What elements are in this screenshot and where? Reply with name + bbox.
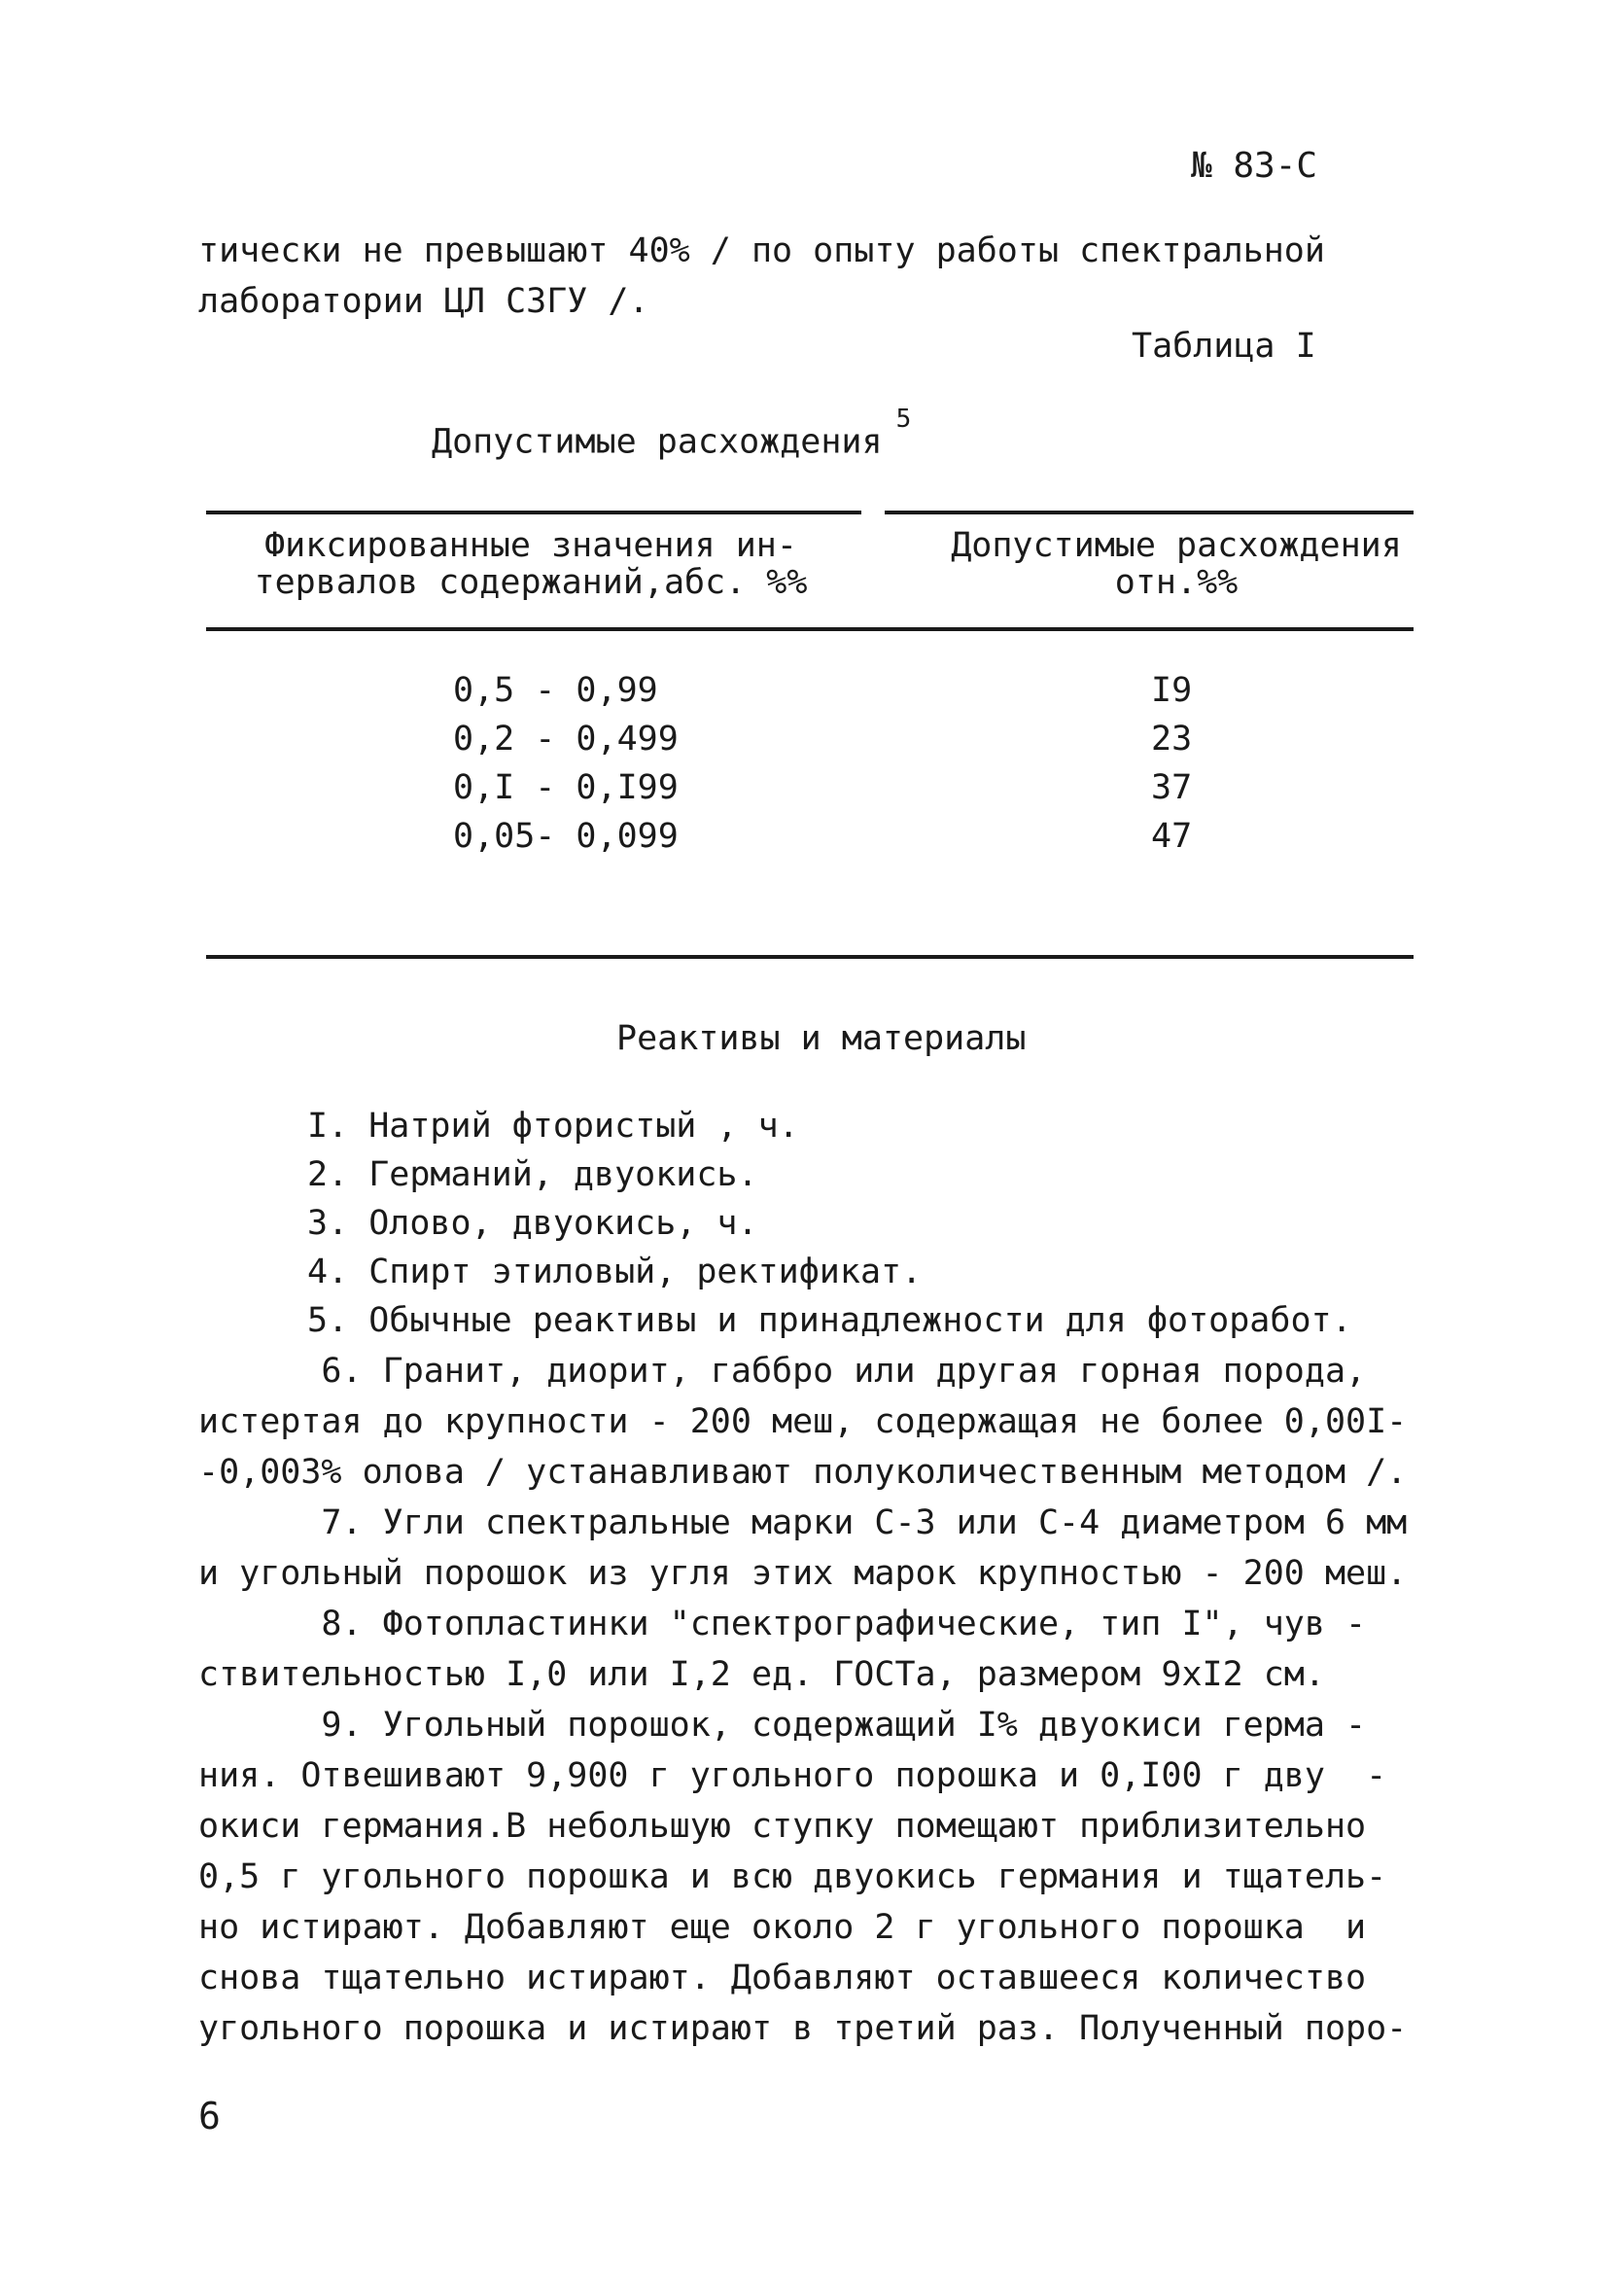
- table-cell-deviation: 23: [1151, 720, 1193, 759]
- table-cell-range: 0,5 - 0,99: [453, 671, 658, 710]
- list-item: 3. Олово, двуокись, ч.: [307, 1204, 758, 1243]
- table-cell-range: 0,2 - 0,499: [453, 720, 679, 759]
- table-cell-range: 0,I - 0,I99: [453, 768, 679, 807]
- table-header-fixed-values: [210, 527, 852, 601]
- paragraph-line: истертая до крупности - 200 меш, содержащая не более 0,00I-: [198, 1402, 1408, 1441]
- paragraph-line: и угольный порошок из угля этих марок крупностью - 200 меш.: [198, 1554, 1408, 1593]
- table-top-rule-right: [885, 511, 1414, 514]
- paragraph-line: 0,5 г угольного порошка и всю двуокись германия и тщатель-: [198, 1857, 1387, 1896]
- paragraph-line: но истирают. Добавляют еще около 2 г угольного порошка и: [198, 1908, 1367, 1947]
- list-item: 5. Обычные реактивы и принадлежности для фоторабот.: [307, 1301, 1352, 1340]
- table-top-rule-left: [206, 511, 861, 514]
- header-line: Фиксированные значения ин-: [264, 526, 797, 565]
- table-bottom-rule: [206, 955, 1414, 959]
- paragraph-line: снова тщательно истирают. Добавляют оставшееся количество: [198, 1959, 1367, 1997]
- paragraph-line: 6. Гранит, диорит, габбро или другая горная порода,: [198, 1352, 1367, 1391]
- table-cell-range: 0,05- 0,099: [453, 817, 679, 856]
- table-title-text: Допустимые расхождения: [432, 422, 883, 462]
- header-line: тервалов содержаний,абс. %%: [254, 563, 808, 602]
- paragraph-line: ния. Отвешивают 9,900 г угольного порошка и 0,I00 г дву -: [198, 1756, 1387, 1795]
- document-number: № 83-С: [1191, 146, 1318, 186]
- paragraph-line: 8. Фотопластинки "спектрографические, тип I", чув -: [198, 1605, 1367, 1643]
- paragraph-line: окиси германия.В небольшую ступку помещают приблизительно: [198, 1807, 1367, 1846]
- intro-line-2: лаборатории ЦЛ СЗГУ /.: [198, 282, 649, 321]
- intro-line-1: тически не превышают 40% / по опыту работы спектральной: [198, 231, 1325, 270]
- paragraph-line: ствительностью I,0 или I,2 ед. ГОСТа, размером 9хI2 см.: [198, 1655, 1325, 1694]
- header-line: отн.%%: [1114, 563, 1239, 602]
- list-item: I. Натрий фтористый , ч.: [307, 1107, 799, 1146]
- paragraph-line: угольного порошка и истирают в третий раз. Полученный поро-: [198, 2009, 1408, 2048]
- section-title: Реактивы и материалы: [616, 1019, 1027, 1058]
- table-title-note: 5: [895, 405, 912, 434]
- page-number: 6: [198, 2095, 221, 2137]
- table-title: [432, 405, 912, 462]
- list-item: 4. Спирт этиловый, ректификат.: [307, 1253, 923, 1291]
- paragraph-line: -0,003% олова / устанавливают полуколичественным методом /.: [198, 1453, 1408, 1492]
- table-cell-deviation: I9: [1151, 671, 1193, 710]
- list-item: 2. Германий, двуокись.: [307, 1155, 758, 1194]
- table-header-rule: [206, 627, 1414, 631]
- table-cell-deviation: 47: [1151, 817, 1193, 856]
- table-label: Таблица I: [1132, 327, 1316, 366]
- table-header-allowed-deviation: [924, 527, 1429, 601]
- table-cell-deviation: 37: [1151, 768, 1193, 807]
- paragraph-line: 7. Угли спектральные марки С-3 или С-4 диаметром 6 мм: [198, 1503, 1408, 1542]
- header-line: Допустимые расхождения: [951, 526, 1402, 565]
- paragraph-line: 9. Угольный порошок, содержащий I% двуокиси герма -: [198, 1706, 1367, 1745]
